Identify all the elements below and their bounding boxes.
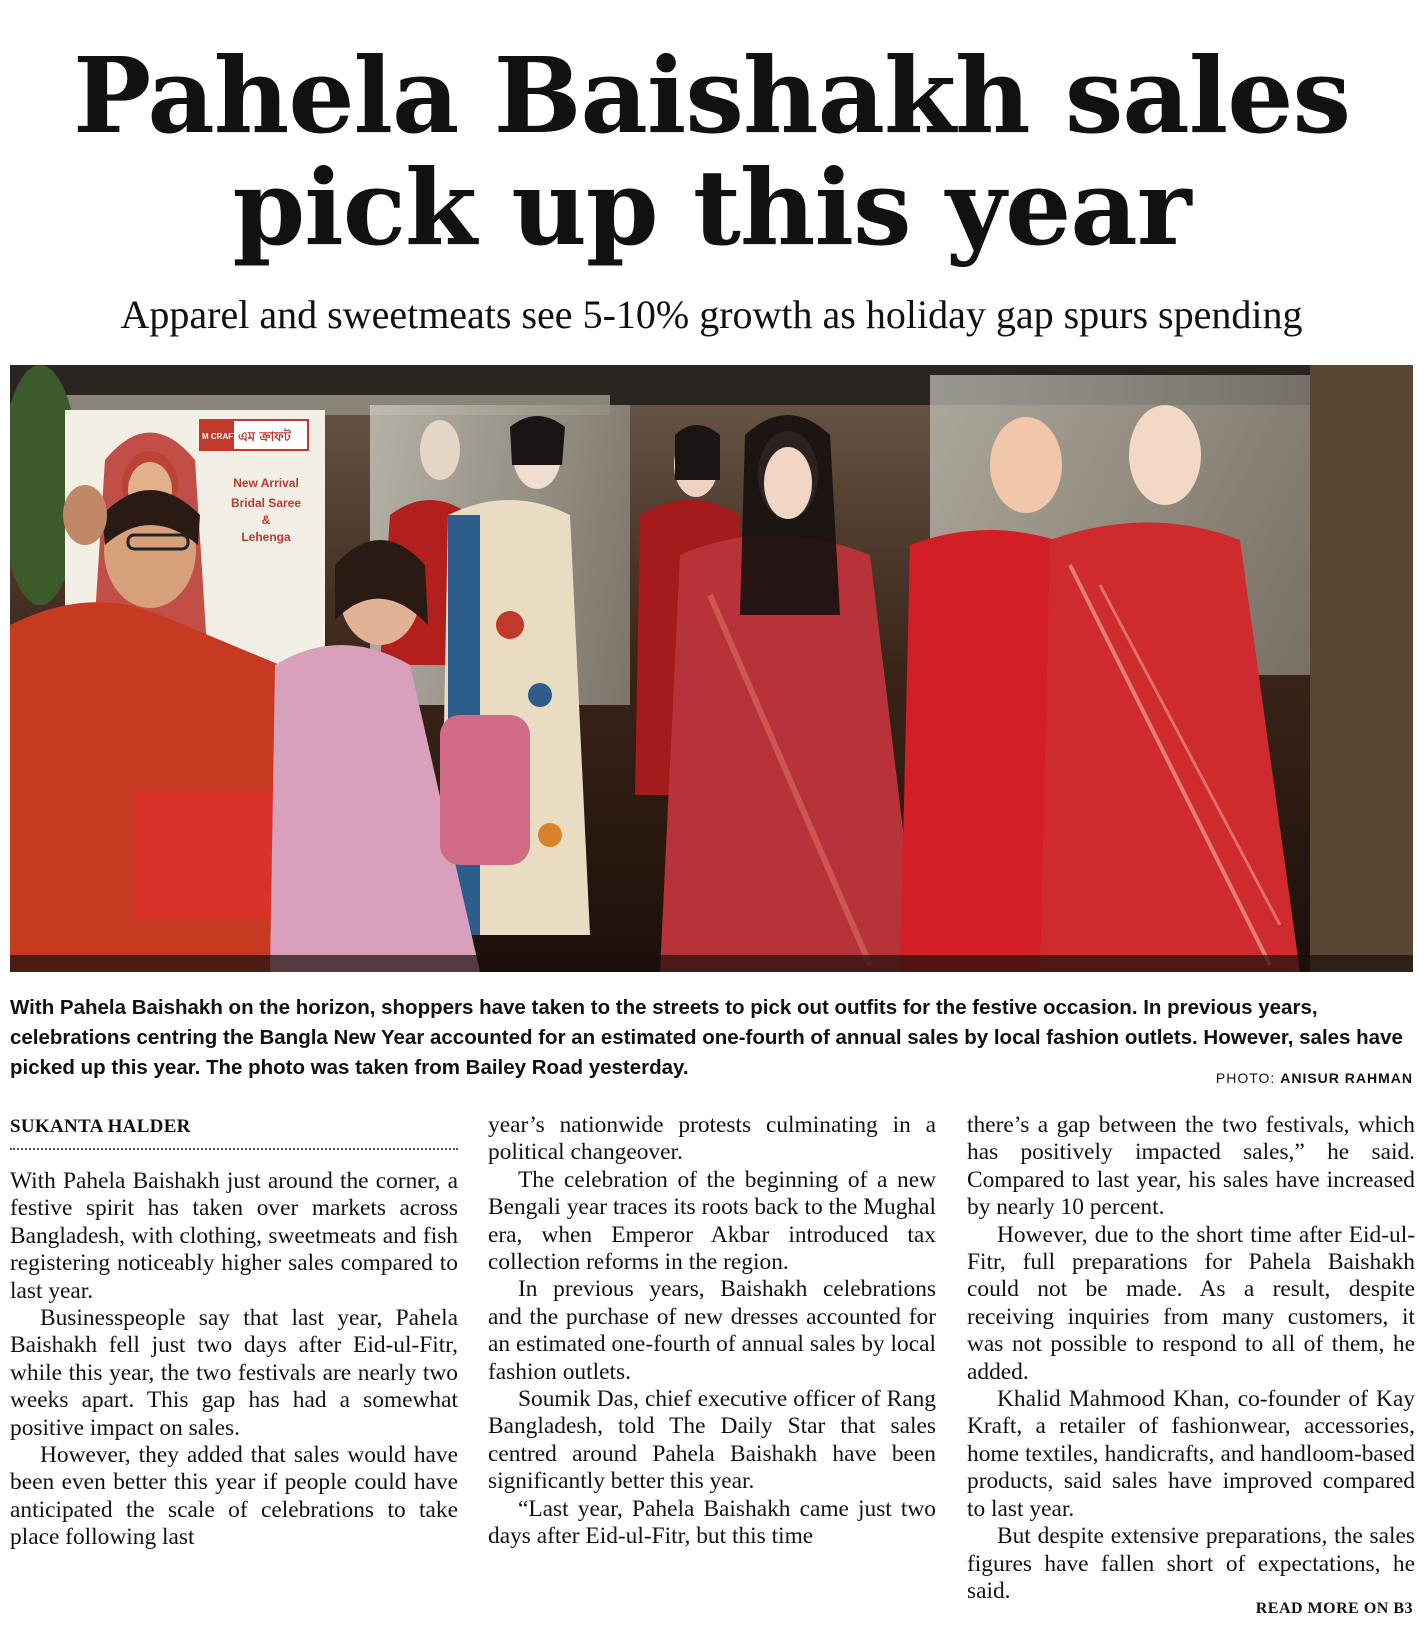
byline: SUKANTA HALDER [10,1116,458,1150]
paragraph: However, they added that sales would have been even better this year if people could have anticipated the scale of celebrations to take place following last [10,1442,458,1551]
paragraph: year’s nationwide protests culminating in a political changeover. [488,1112,936,1166]
article-column-1 [10,1168,458,1552]
sign-line-1: New Arrival [233,476,299,490]
photo-credit [1216,1070,1413,1086]
headline [0,34,1423,269]
sign-line-4: Lehenga [241,530,291,544]
paragraph: “Last year, Pahela Baishakh came just two days after Eid-ul-Fitr, but this time [488,1495,936,1550]
sign-brand: M CRAFT [202,432,238,441]
subheadline: Apparel and sweetmeats see 5-10% growth as holiday gap spurs spending [120,292,1303,337]
paragraph: Businesspeople say that last year, Pahela Baishakh fell just two days after Eid-ul-Fitr, while this year, the two festivals are nearly two weeks apart. This gap has had a somewhat positive impact on sales. [10,1305,458,1441]
paragraph: The celebration of the beginning of a new Bengali year traces its roots back to the Mughal era, when Emperor Akbar introduced tax collection reforms in the region. [488,1166,936,1276]
photo-caption: With Pahela Baishakh on the horizon, shoppers have taken to the streets to pick out outfits for the festive occasion. In previous years, celebrations centring the Bangla New Year accounted for an estimated one-fourth of annual sales by local fashion outlets. However, sales have picked up this year. The photo was taken from Bailey Road yesterday. [10,996,1403,1079]
paragraph: In previous years, Baishakh celebrations and the purchase of new dresses accounted for an estimated one-fourth of annual sales by local fashion outlets. [488,1276,936,1385]
paragraph: But despite extensive preparations, the sales figures have fallen short of expectations, he said. [967,1523,1415,1604]
paragraph: there’s a gap between the two festivals, which has positively impacted sales,” he said. Compared to last year, his sales have increased by nearly 10 percent. [967,1112,1415,1221]
sign-line-2: Bridal Saree [230,496,302,510]
paragraph: With Pahela Baishakh just around the corner, a festive spirit has taken over markets across Bangladesh, with clothing, sweetmeats and fish registering noticeably higher sales compared to last year. [10,1168,458,1304]
article-column-3 [967,1112,1415,1605]
sign-line-3: & [261,513,271,527]
paragraph: Khalid Mahmood Khan, co-founder of Kay Kraft, a retailer of fashionwear, accessories, home textiles, handicrafts, and handloom-based products, said sales have improved compared to last year. [967,1386,1415,1522]
photo-credit-label: PHOTO: [1215,1070,1276,1086]
paragraph: Soumik Das, chief executive officer of Rang Bangladesh, told The Daily Star that sales centred around Pahela Baishakh have been significantly better this year. [488,1386,936,1495]
sign-brand-bangla: এম ক্রাফট [238,430,291,445]
photo-credit-name: ANISUR RAHMAN [1280,1070,1413,1086]
news-photo [10,365,1413,972]
headline-line-2: pick up this year [232,146,1191,269]
read-more-link[interactable]: READ MORE ON B3 [1255,1600,1413,1617]
photo-illustration [10,365,1413,972]
headline-line-1: Pahela Baishakh sales [72,34,1351,157]
paragraph: However, due to the short time after Eid-ul-Fitr, full preparations for Pahela Baishakh could not be made. As a result, despite receiving inquiries from many customers, it was not possible to respond to all of them, he added. [967,1221,1415,1385]
article-column-2 [488,1112,936,1551]
